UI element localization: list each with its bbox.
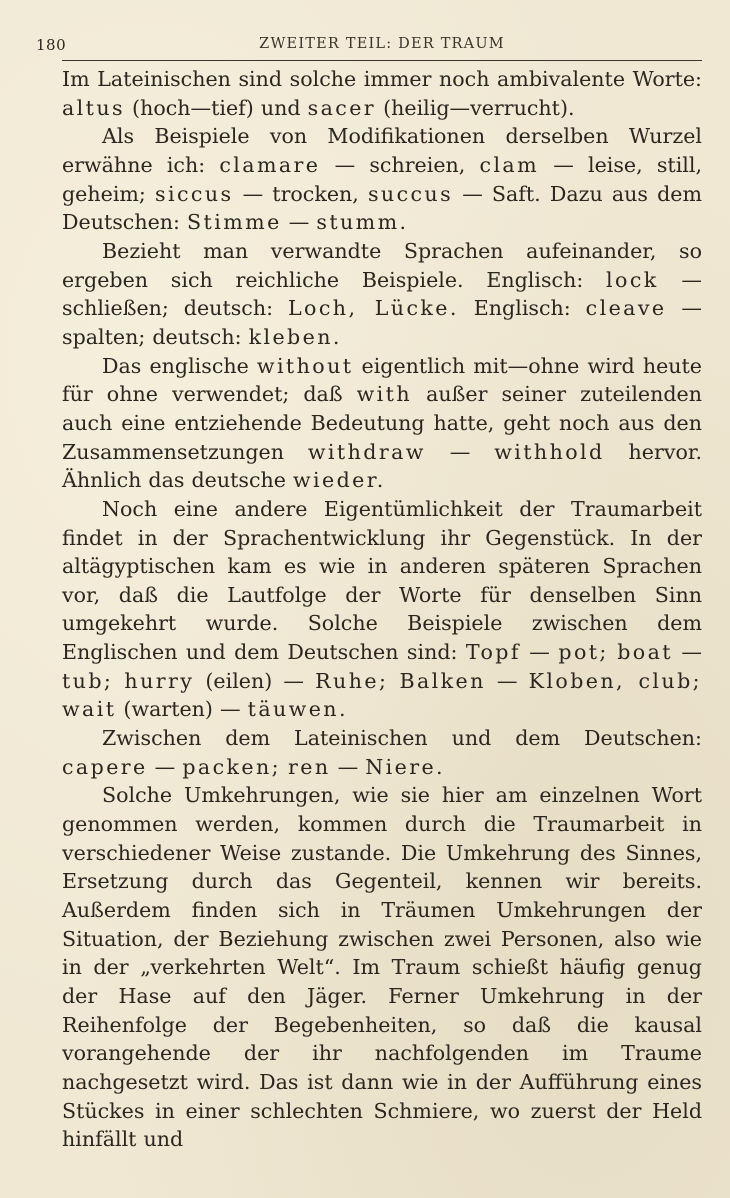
text-run: außer seiner zuteilenden auch eine entziehende Bedeutung hatte, geht noch aus den Zusammensetzungen	[62, 382, 703, 464]
spaced-term: succus	[367, 181, 454, 206]
text-run: Im Lateinischen sind solche immer noch ambivalente Worte:	[62, 67, 702, 91]
spaced-term: Stimme	[187, 210, 282, 235]
paragraph	[62, 724, 702, 781]
spaced-term: lock	[606, 267, 659, 292]
spaced-term: hurry	[124, 668, 195, 693]
running-header	[36, 30, 702, 61]
spaced-term: pot;	[558, 640, 609, 665]
spaced-term: wieder.	[293, 468, 386, 493]
text-run: Noch eine andere Eigentümlichkeit der Traumarbeit findet in der Sprachentwicklung ihr Gegenstück. In der altägyptischen kam es wie in anderen späteren Sprachen vor, daß die Lautfolge der Worte für denselben Sinn umgekehrt wurde. Solche Beispiele zwischen dem Englischen und dem Deutschen sind:	[62, 496, 702, 665]
text-run: — trocken,	[233, 181, 368, 206]
text-run: Englisch:	[458, 296, 586, 321]
spaced-term: Niere.	[365, 754, 445, 779]
text-run: —	[520, 640, 559, 665]
spaced-term: packen;	[182, 754, 281, 779]
text-run: Das englische	[102, 353, 257, 378]
text-run: — schreien,	[320, 152, 480, 177]
text-run	[388, 669, 399, 693]
text-run: —	[281, 210, 317, 235]
text-run: Zwischen dem Lateinischen und dem Deutschen:	[102, 726, 702, 751]
text-run: —	[425, 439, 495, 464]
spaced-term: stumm.	[316, 210, 409, 235]
text-run	[281, 755, 288, 779]
spaced-term: Topf	[465, 640, 521, 665]
spaced-term: without	[256, 353, 354, 378]
text-run: (hoch—tief) und	[124, 95, 308, 120]
paragraph	[62, 122, 702, 237]
text-run	[113, 669, 124, 693]
spaced-term: sacer	[307, 95, 377, 120]
text-run: — Saft. Dazu aus dem Deutschen:	[62, 181, 702, 235]
page-number: 180	[36, 36, 67, 54]
text-run: — leise, still, geheim;	[62, 152, 702, 206]
text-run: Als Beispiele von Modifikationen derselben Wurzel erwähne ich:	[62, 124, 702, 177]
spaced-term: Ruhe;	[315, 668, 389, 693]
text-run: (warten) —	[116, 697, 248, 722]
text-run: hervor. Ähnlich das deutsche	[62, 439, 702, 493]
spaced-term: clam	[479, 152, 540, 177]
spaced-term: tub;	[62, 668, 114, 693]
spaced-term: cleave	[585, 296, 667, 321]
text-run: Bezieht man verwandte Sprachen aufeinander, so ergeben sich reichliche Beispiele. Englisch:	[62, 238, 702, 292]
spaced-term: Loch, Lücke.	[287, 296, 459, 321]
text-run: Solche Umkehrungen, wie sie hier am einzelnen Wort genommen werden, kommen durch die Traumarbeit in verschiedener Weise zustande. Die Umkehrung des Sinnes, Ersetzung durch das Gegenteil, kennen wir bereits. Außerdem finden sich in Träumen Umkehrungen der Situation, der Beziehung zwischen zwei Personen, also wie in der „verkehrten Welt“. Im Traum schießt häufig genug der Hase auf den Jäger. Ferner Umkehrung in der Reihenfolge der Begebenheiten, so daß die kausal vorangehende der ihr nachfolgenden im Traume nachgesetzt wird. Das ist dann wie in der Aufführung eines Stückes in einer schlechten Schmiere, wo zuerst der Held hinfällt und	[62, 783, 702, 1152]
spaced-term: ren	[288, 754, 331, 779]
spaced-term: with	[356, 382, 413, 407]
spaced-term: wait	[62, 697, 117, 722]
spaced-term: Balken	[399, 668, 486, 693]
text-run: (heilig—verrucht).	[376, 95, 575, 120]
text-run: — spalten; deutsch:	[62, 296, 702, 349]
spaced-term: altus	[62, 95, 125, 120]
paragraph	[62, 781, 702, 1154]
spaced-term: clamare	[219, 152, 321, 177]
text-run: eigentlich mit—ohne wird heute für ohne verwendet; daß	[62, 353, 702, 407]
page-content	[36, 30, 703, 1154]
spaced-term: täuwen.	[247, 697, 348, 722]
text-run: — schließen; deutsch:	[62, 267, 703, 321]
spaced-term: Kloben, club;	[528, 668, 703, 693]
spaced-term: capere	[62, 754, 148, 779]
paragraph	[62, 237, 702, 352]
text-run: —	[672, 640, 703, 665]
text-run: —	[485, 668, 529, 693]
text-run	[609, 640, 617, 664]
running-title: ZWEITER TEIL: DER TRAUM	[259, 36, 505, 52]
spaced-term: siccus	[155, 181, 234, 206]
spaced-term: withhold	[494, 439, 605, 464]
spaced-term: withdraw	[307, 439, 426, 464]
text-run: —	[330, 754, 366, 779]
spaced-term: kleben.	[248, 324, 342, 349]
paragraph	[62, 65, 702, 122]
text-run: (eilen) —	[194, 668, 316, 693]
paragraph	[62, 495, 702, 724]
body-text	[62, 65, 702, 1154]
spaced-term: boat	[617, 640, 673, 665]
paragraph	[62, 352, 702, 495]
text-run: —	[147, 754, 183, 779]
